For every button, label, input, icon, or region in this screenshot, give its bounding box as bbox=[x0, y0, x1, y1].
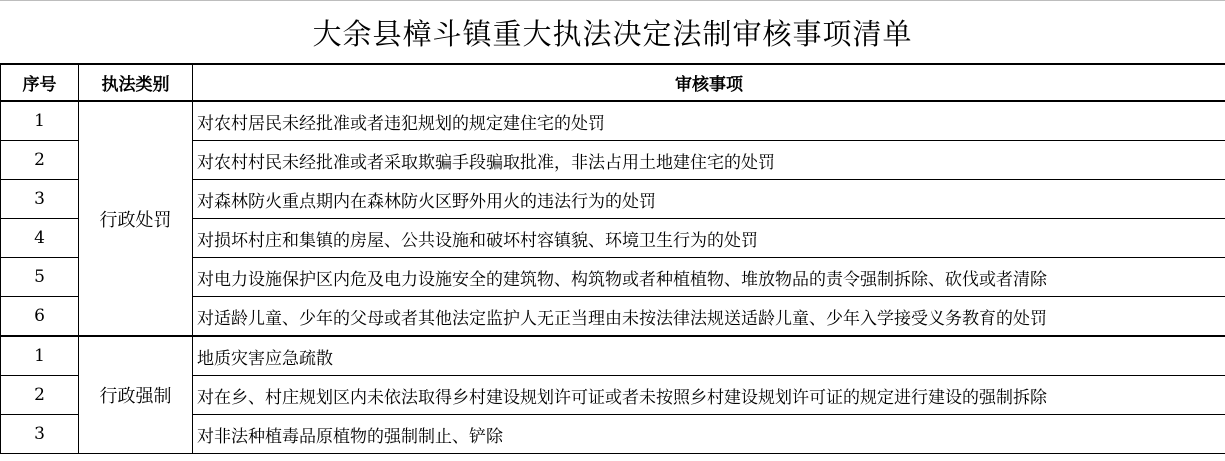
row-no: 3 bbox=[1, 180, 79, 219]
header-no: 序号 bbox=[1, 65, 79, 102]
category-cell: 行政处罚 bbox=[79, 101, 193, 336]
row-item: 对非法种植毒品原植物的强制制止、铲除 bbox=[193, 415, 1225, 454]
row-no: 4 bbox=[1, 219, 79, 258]
row-no: 1 bbox=[1, 336, 79, 376]
header-row bbox=[1, 65, 1225, 102]
row-no: 5 bbox=[1, 258, 79, 297]
row-no: 1 bbox=[1, 101, 79, 141]
row-item: 对森林防火重点期内在森林防火区野外用火的违法行为的处罚 bbox=[193, 180, 1225, 219]
table-row bbox=[1, 336, 1225, 376]
row-no: 2 bbox=[1, 141, 79, 180]
row-no: 6 bbox=[1, 297, 79, 337]
row-item: 对适龄儿童、少年的父母或者其他法定监护人无正当理由未按法律法规送适龄儿童、少年入学接受义务教育的处罚 bbox=[193, 297, 1225, 337]
row-item: 对损坏村庄和集镇的房屋、公共设施和破坏村容镇貌、环境卫生行为的处罚 bbox=[193, 219, 1225, 258]
row-item: 对在乡、村庄规划区内未依法取得乡村建设规划许可证或者未按照乡村建设规划许可证的规定进行建设的强制拆除 bbox=[193, 376, 1225, 415]
sheet-title: 大余县樟斗镇重大执法决定法制审核事项清单 bbox=[0, 0, 1225, 64]
row-no: 3 bbox=[1, 415, 79, 454]
row-item: 对电力设施保护区内危及电力设施安全的建筑物、构筑物或者种植植物、堆放物品的责令强制拆除、砍伐或者清除 bbox=[193, 258, 1225, 297]
row-item: 对农村居民未经批准或者违犯规划的规定建住宅的处罚 bbox=[193, 101, 1225, 141]
table-row bbox=[1, 101, 1225, 141]
row-item: 对农村村民未经批准或者采取欺骗手段骗取批准，非法占用土地建住宅的处罚 bbox=[193, 141, 1225, 180]
row-item: 地质灾害应急疏散 bbox=[193, 336, 1225, 376]
header-item: 审核事项 bbox=[193, 65, 1225, 102]
category-cell: 行政强制 bbox=[79, 336, 193, 454]
review-items-table bbox=[0, 64, 1225, 454]
header-category: 执法类别 bbox=[79, 65, 193, 102]
row-no: 2 bbox=[1, 376, 79, 415]
